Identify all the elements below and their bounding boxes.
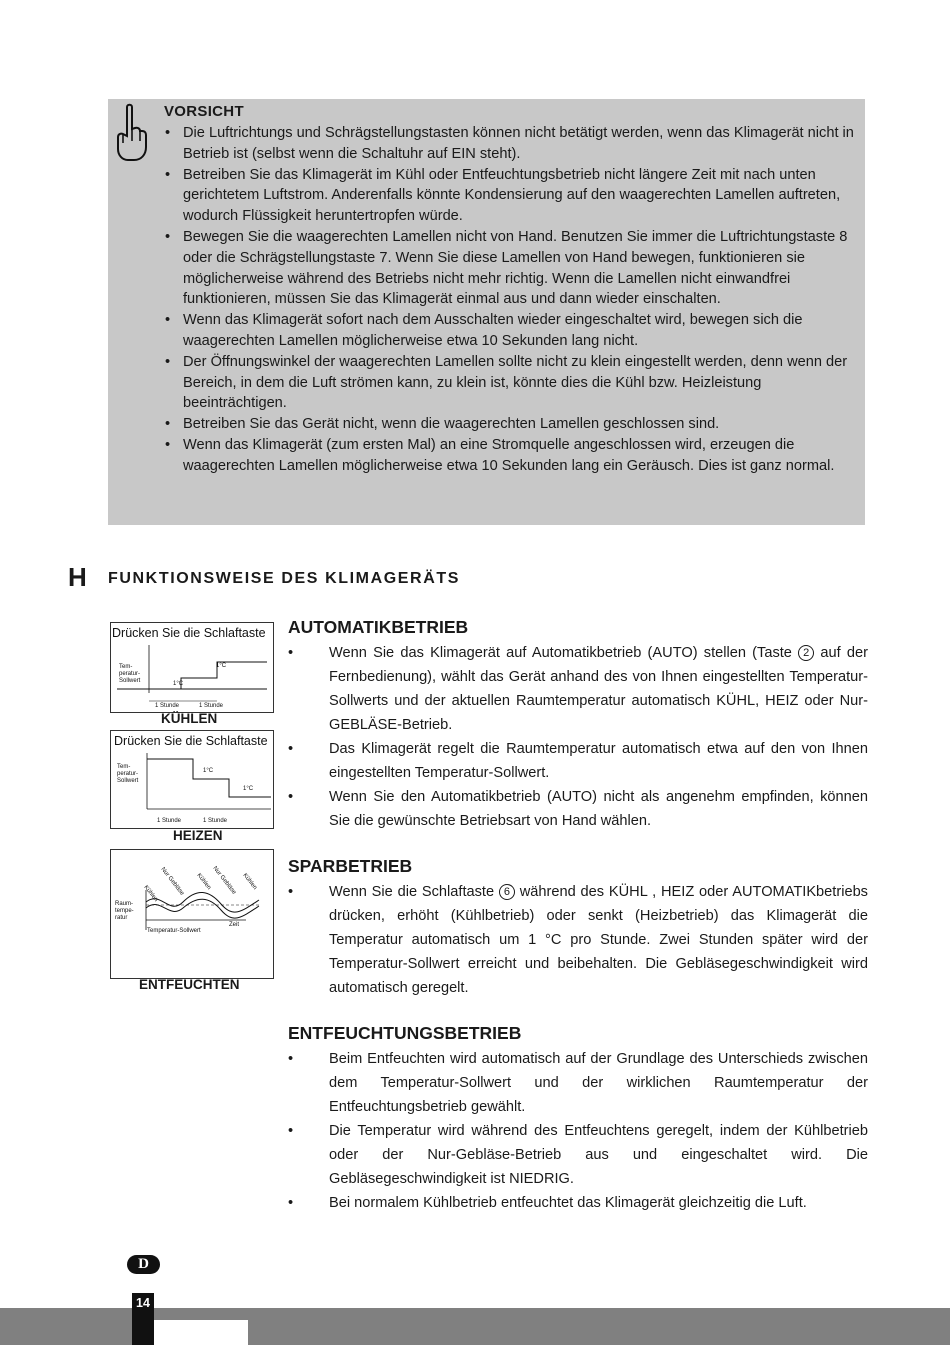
key-number: 2 [798, 645, 814, 661]
dry-mode-item: • Die Temperatur wird während des Entfeuchtens geregelt, indem der Kühlbetrieb oder der Nur-Gebläse-Betrieb aus und eingeschaltet wird. Die Gebläsegeschwindigkeit ist NIEDRIG. [288, 1119, 868, 1191]
diagram-ylabel: Sollwert [117, 778, 139, 784]
diagram-mode-label: Kühlen [241, 872, 258, 891]
auto-mode-section [288, 617, 868, 833]
economy-mode-title: SPARBETRIEB [288, 856, 413, 876]
section-letter: H [68, 562, 87, 592]
caution-heading: VORSICHT [164, 103, 244, 120]
diagram-hour-label: 1 Stunde [155, 703, 180, 709]
diagram-step-label: 1°C [216, 663, 227, 669]
diagram-mode-label: Nur Gebläse [211, 865, 237, 896]
diagram-caption-heat: HEIZEN [173, 828, 223, 843]
caution-item: • Der Öffnungswinkel der waagerechten Lamellen sollte nicht zu klein eingestellt werden, denn wenn der Bereich, in dem die Luft strömen kann, zu klein ist, könnte dies die Kühl bzw. Heizleistung beeinträchtigen. [164, 352, 859, 414]
section-title: FUNKTIONSWEISE DES KLIMAGERÄTS [108, 570, 461, 587]
pointing-hand-icon [114, 103, 148, 163]
diagram-mode-label: Nur Gebläse [159, 866, 185, 897]
diagram-step-label: 1°C [203, 768, 214, 774]
text-part: auf der Fernbedienung), wählt das Gerät anhand des von Ihnen eingestellten Temperatur-Sollwerts und der aktuellen Raumtemperatur automatisch KÜHL, HEIZ oder Nur-GEBLÄSE-Betrieb. [329, 645, 869, 733]
key-number: 6 [499, 884, 515, 900]
auto-mode-title: AUTOMATIKBETRIEB [288, 617, 469, 637]
caution-item: • Betreiben Sie das Gerät nicht, wenn die waagerechten Lamellen geschlossen sind. [164, 414, 859, 435]
auto-mode-item [288, 641, 868, 737]
caution-list [164, 123, 859, 477]
diagram-ylabel: tempe- [115, 908, 134, 914]
caution-item: • Wenn das Klimagerät (zum ersten Mal) an eine Stromquelle angeschlossen wird, erzeugen die waagerechten Lamellen möglicherweise etwa 10 Sekunden lang ein Geräusch. Dies ist ganz normal. [164, 435, 859, 477]
diagram-ylabel: Sollwert [119, 678, 141, 684]
text-part: Wenn Sie die Schlaftaste [329, 884, 495, 900]
diagram-hour-label: 1 Stunde [199, 703, 224, 709]
diagram-step-label: 1°C [173, 681, 184, 687]
diagram-ylabel: peratur- [119, 671, 141, 677]
diagram-ylabel: ratur [115, 915, 128, 921]
dry-mode-item: • Bei normalem Kühlbetrieb entfeuchtet das Klimagerät gleichzeitig die Luft. [288, 1191, 868, 1215]
diagram-header: Drücken Sie die Schlaftaste [114, 734, 268, 748]
diagram-ylabel: Tem- [117, 764, 131, 770]
cooling-diagram [110, 622, 274, 713]
diagram-hour-label: 1 Stunde [157, 818, 182, 824]
diagram-caption-dry: ENTFEUCHTEN [139, 977, 240, 992]
caution-item: • Wenn das Klimagerät sofort nach dem Ausschalten wieder eingeschaltet wird, bewegen sich die waagerechten Lamellen möglicherweise etwa 10 Sekunden lang nicht. [164, 310, 859, 352]
diagram-ylabel: Raum- [115, 901, 134, 907]
dehumidify-diagram [110, 849, 274, 979]
page-number: 14 [136, 1296, 150, 1310]
caution-item: • Betreiben Sie das Klimagerät im Kühl oder Entfeuchtungsbetrieb nicht längere Zeit mit nach unten gerichtetem Luftstrom. Anderenfalls könnte Kondensierung auf den waagerechten Lamellen auftreten, wodurch Flüssigkeit heruntertropfen würde. [164, 165, 859, 227]
diagram-step-label: 1°C [243, 786, 254, 792]
dry-mode-section [288, 1023, 868, 1215]
dry-mode-item: • Beim Entfeuchten wird automatisch auf der Grundlage des Unterschieds zwischen dem Temperatur-Sollwert und der wirklichen Raumtemperatur der Entfeuchtungsbetrieb gewählt. [288, 1047, 868, 1119]
diagram-setpoint-label: Temperatur-Sollwert [147, 928, 201, 934]
auto-mode-item: • Das Klimagerät regelt die Raumtemperatur automatisch etwa auf den von Ihnen eingestellten Temperatur-Sollwert. [288, 737, 868, 785]
footer-white-strip [154, 1320, 248, 1345]
economy-mode-item [288, 880, 868, 1000]
diagram-mode-label: Kühlen [142, 884, 159, 903]
dry-mode-title: ENTFEUCHTUNGSBETRIEB [288, 1023, 522, 1043]
text-part: Wenn Sie das Klimagerät auf Automatikbetrieb (AUTO) stellen (Taste [329, 645, 792, 661]
diagram-ylabel: peratur- [117, 771, 139, 777]
diagram-caption-cool: KÜHLEN [161, 711, 218, 726]
diagram-time-label: Zeit [229, 922, 240, 928]
caution-box [108, 99, 865, 525]
caution-item: • Die Luftrichtungs und Schrägstellungstasten können nicht betätigt werden, wenn das Klimagerät nicht in Betrieb ist (selbst wenn die Schaltuhr auf EIN steht). [164, 123, 859, 165]
caution-item: • Bewegen Sie die waagerechten Lamellen nicht von Hand. Benutzen Sie immer die Luftrichtungstaste 8 oder die Schrägstellungstaste 7. Wenn Sie diese Lamellen von Hand bewegen, funktionieren sie möglicherweise während des Betriebs nicht mehr richtig. Wenn die Lamellen nicht einwandfrei funktionieren, müssen Sie das Klimagerät einmal aus und dann wieder einschalten. [164, 227, 859, 310]
diagram-header: Drücken Sie die Schlaftaste [112, 626, 266, 640]
heating-diagram [110, 730, 274, 829]
diagram-mode-label: Kühlen [195, 872, 212, 891]
diagram-ylabel: Tem- [119, 664, 133, 670]
text-part: während des KÜHL , HEIZ oder AUTOMATIKbetriebs drücken, erhöht (Kühlbetrieb) oder senkt (Heizbetrieb) das Klimagerät die Temperatur automatisch um 1 °C pro Stunde. Zwei Stunden später wird der Temperatur-Sollwert erreicht und beibehalten. Die Gebläsegeschwindigkeit wird automatisch geregelt. [329, 884, 868, 996]
diagram-hour-label: 1 Stunde [203, 818, 228, 824]
economy-mode-section [288, 856, 868, 1000]
language-badge: D [127, 1255, 160, 1274]
auto-mode-item: • Wenn Sie den Automatikbetrieb (AUTO) nicht als angenehm empfinden, können Sie die gewünschte Betriebsart von Hand wählen. [288, 785, 868, 833]
